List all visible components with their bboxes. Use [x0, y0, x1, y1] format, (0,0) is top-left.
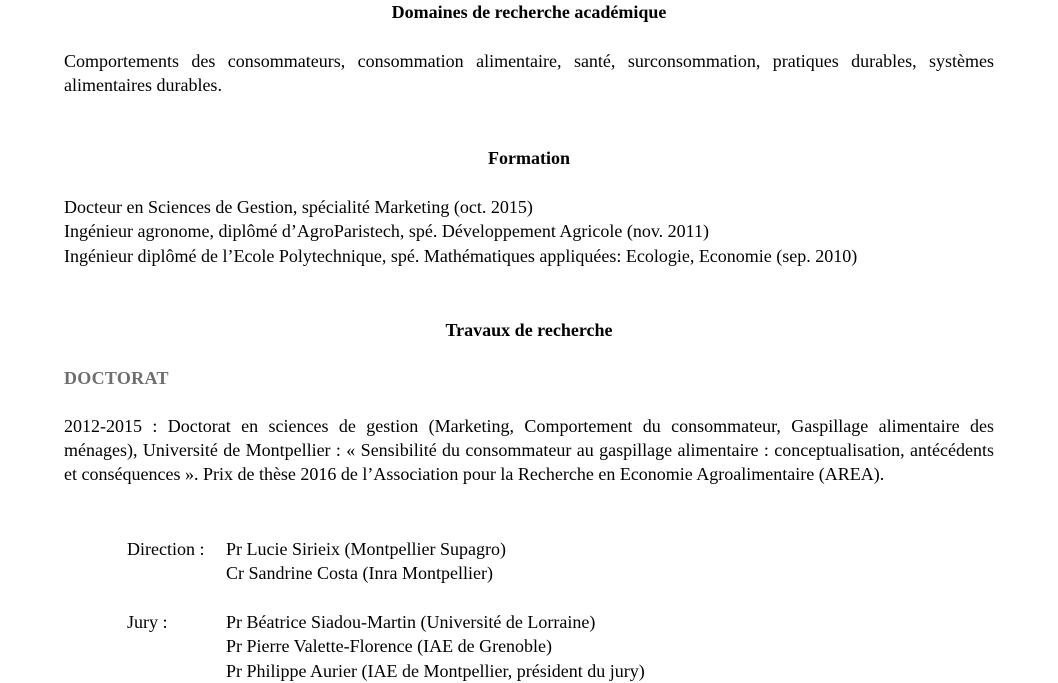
education-heading: Formation [488, 148, 570, 168]
jury-member-2: Pr Pierre Valette-Florence (IAE de Grenoble) [226, 636, 553, 656]
jury-member-3: Pr Philippe Aurier (IAE de Montpellier, président du jury) [226, 661, 645, 681]
direction-label: Direction : [127, 539, 205, 559]
jury-label: Jury : [127, 612, 168, 632]
doctorate-subheading: DOCTORAT [64, 368, 169, 388]
research-work-heading: Travaux de recherche [445, 320, 613, 340]
jury-member-1: Pr Béatrice Siadou-Martin (Université de Lorraine) [226, 612, 596, 632]
education-item-polytechnique: Ingénieur diplômé de l’Ecole Polytechnique, spé. Mathématiques appliquées: Ecologie, Economie (sep. 2010) [64, 246, 858, 266]
research-domains-text: Comportements des consommateurs, consommation alimentaire, santé, surconsommation, pratiques durables, systèmes alimentaires durables. [64, 51, 994, 95]
doctorate-description: 2012-2015 : Doctorat en sciences de gestion (Marketing, Comportement du consommateur, Gaspillage alimentaire des ménages), Université de Montpellier : « Sensibilité du consommateur au gaspillage alimentaire : conceptualisation, antécédents et conséquences ». Prix de thèse 2016 de l’Association pour la Recherche en Economie Agroalimentaire (AREA). [64, 416, 994, 484]
research-domains-heading: Domaines de recherche académique [391, 2, 667, 22]
direction-supervisor-1: Pr Lucie Sirieix (Montpellier Supagro) [226, 539, 506, 559]
direction-supervisor-2: Cr Sandrine Costa (Inra Montpellier) [226, 563, 493, 583]
education-item-agronomist: Ingénieur agronome, diplômé d’AgroParistech, spé. Développement Agricole (nov. 2011) [64, 221, 709, 241]
education-item-doctorate: Docteur en Sciences de Gestion, spécialité Marketing (oct. 2015) [64, 197, 533, 217]
